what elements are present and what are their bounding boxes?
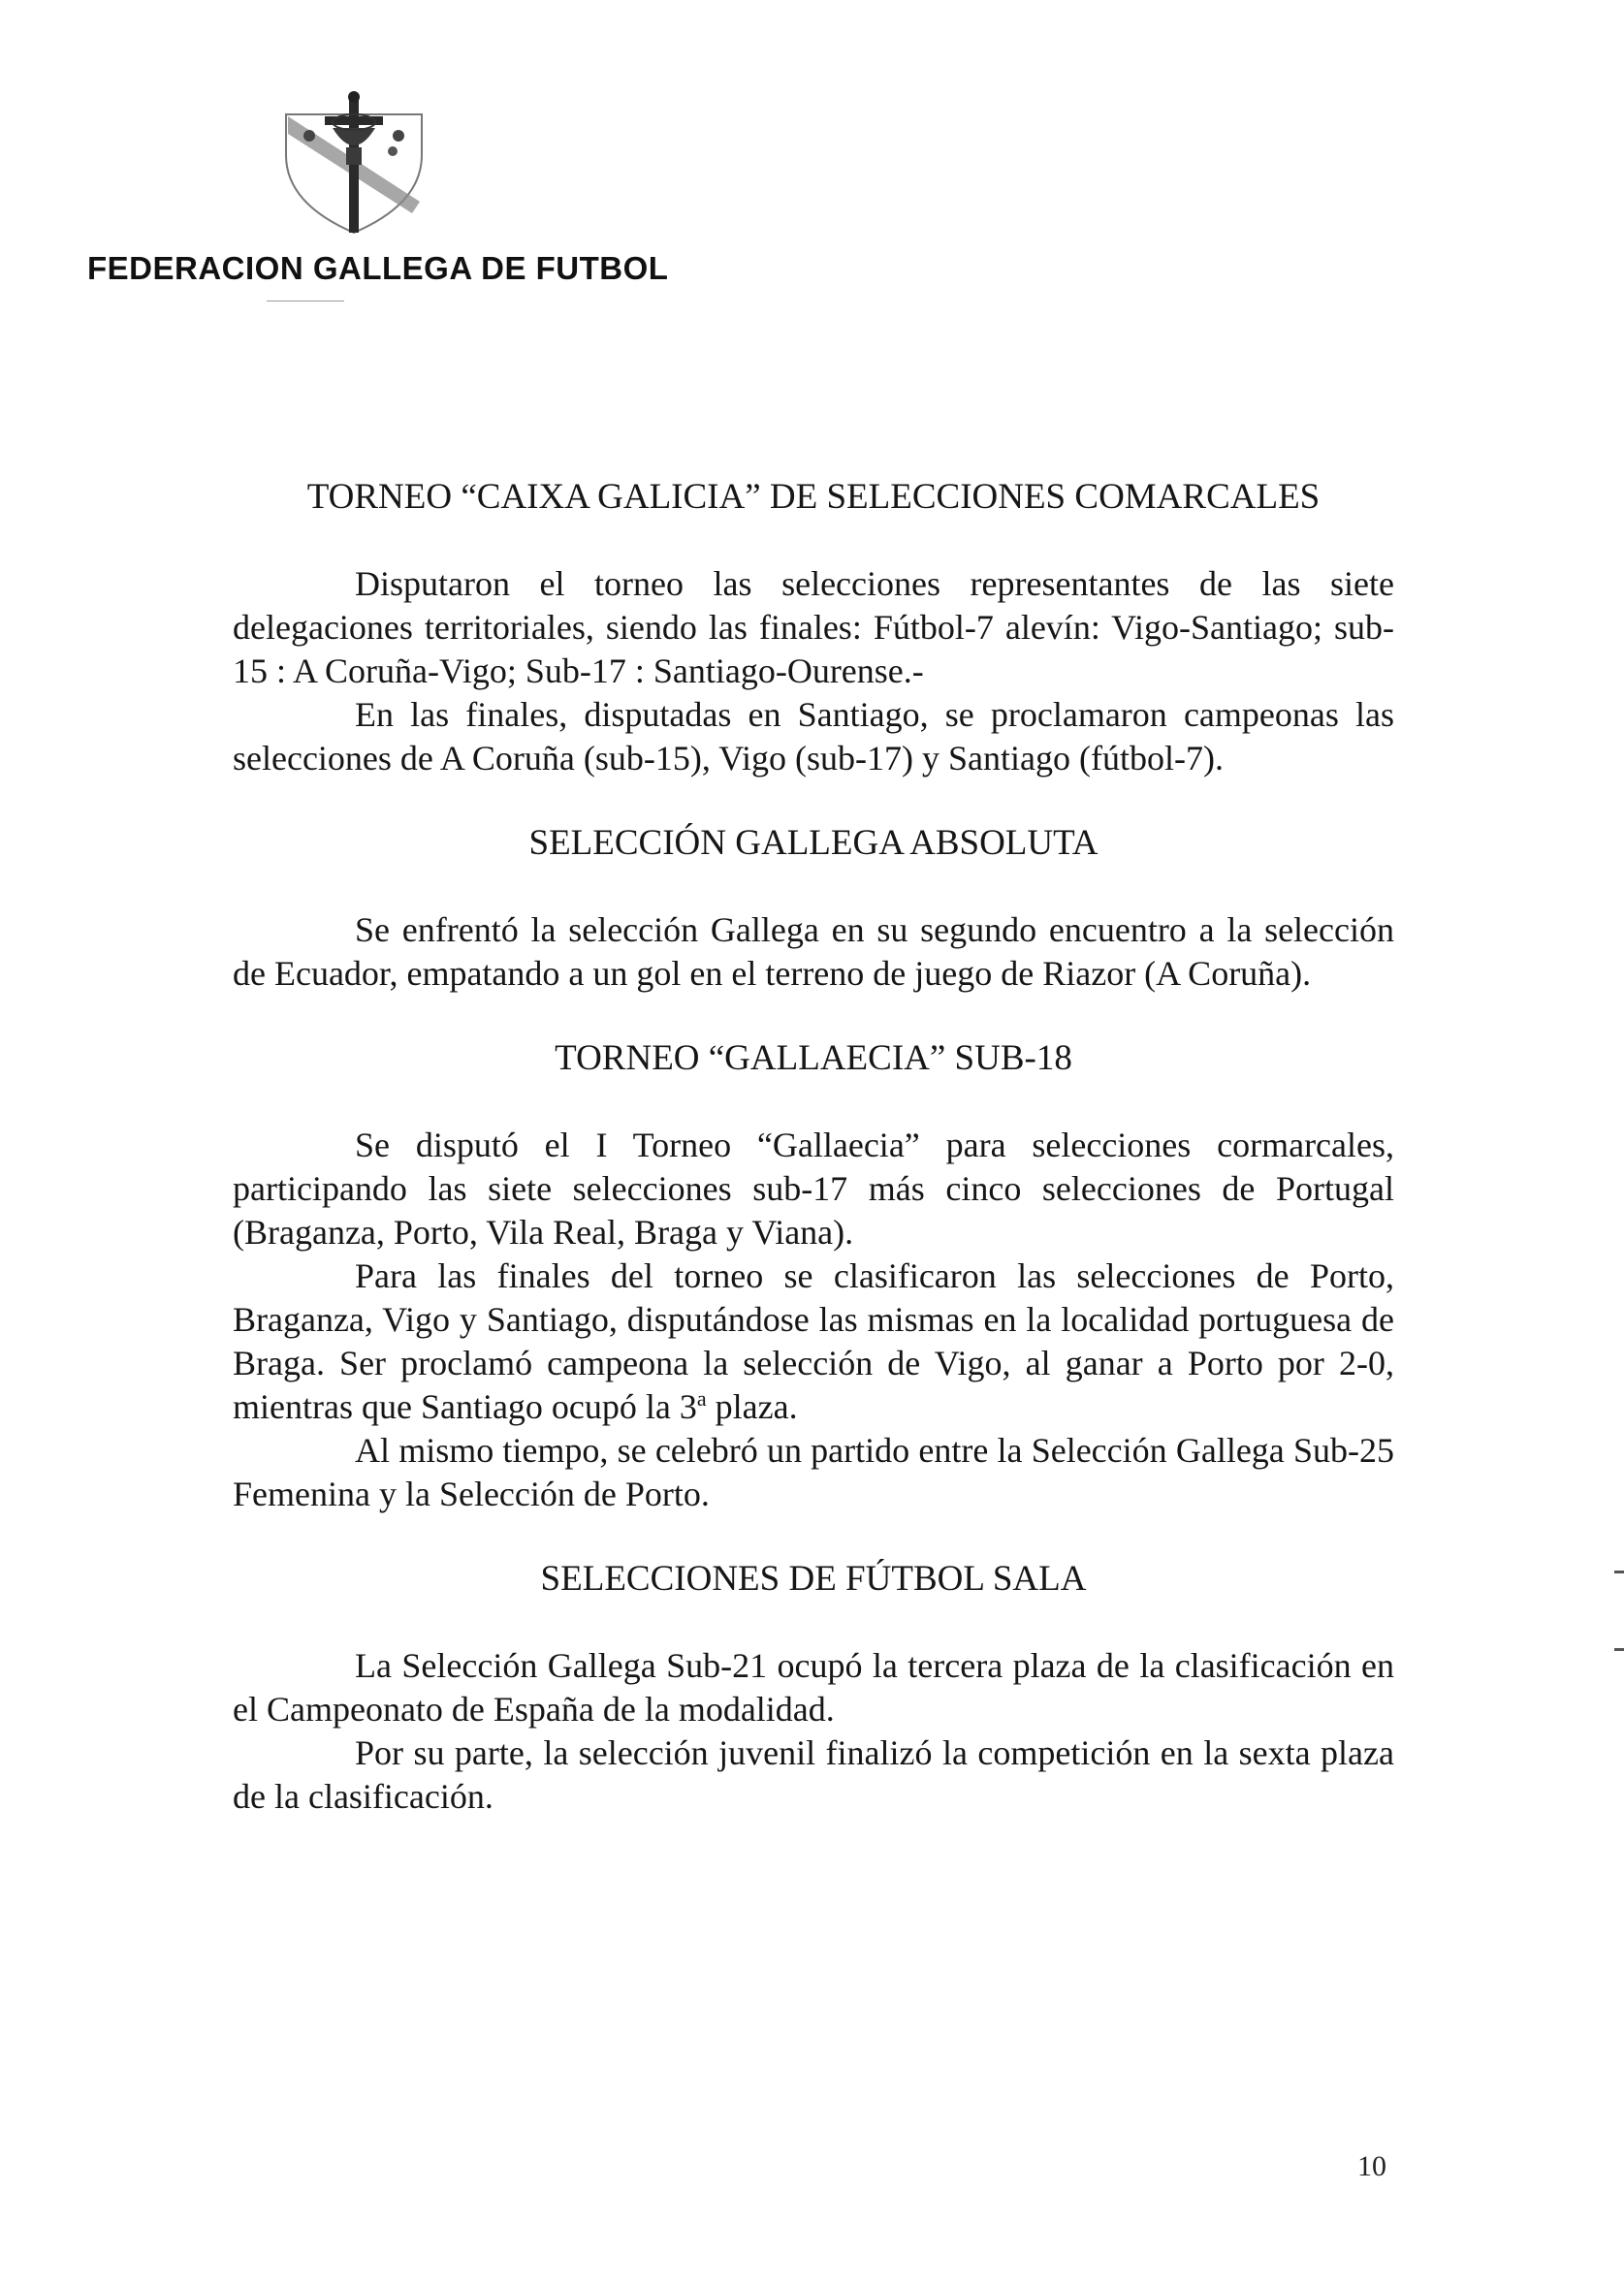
federation-crest-icon	[257, 87, 451, 242]
paragraph-text: Para las finales del torneo se clasificaron las selecciones de Porto, Braganza, Vigo y Santiago, disputándose las mismas en la localidad portuguesa de Braga. Ser proclamó campeona la selección de Vigo, al ganar a Porto por 2-0, mientras que Santiago ocupó la 3	[233, 1256, 1394, 1426]
paragraph: Se enfrentó la selección Gallega en su segundo encuentro a la selección de Ecuador, empatando a un gol en el terreno de juego de Riazor (A Coruña).	[233, 910, 1394, 993]
section-title: SELECCIONES DE FÚTBOL SALA	[540, 1559, 1087, 1599]
section-title: SELECCIÓN GALLEGA ABSOLUTA	[528, 823, 1099, 863]
scan-edge-mark	[1614, 1571, 1624, 1573]
page-number: 10	[1357, 2150, 1386, 2182]
paragraph: En las finales, disputadas en Santiago, se proclamaron campeonas las selecciones de A Coruña (sub-15), Vigo (sub-17) y Santiago (fútbol-7).	[233, 695, 1394, 778]
paragraph: Se disputó el I Torneo “Gallaecia” para selecciones cormarcales, participando las siete selecciones sub-17 más cinco selecciones de Portugal (Braganza, Porto, Vila Real, Braga y Viana).	[233, 1126, 1394, 1252]
paragraph: Al mismo tiempo, se celebró un partido entre la Selección Gallega Sub-25 Femenina y la Selección de Porto.	[233, 1431, 1394, 1513]
organization-name: FEDERACION GALLEGA DE FUTBOL	[87, 250, 669, 286]
divider	[267, 301, 344, 302]
ordinal-superscript: a	[696, 1386, 707, 1411]
paragraph: Por su parte, la selección juvenil finalizó la competición en la sexta plaza de la clasificación.	[233, 1733, 1394, 1816]
section-title: TORNEO “GALLAECIA” SUB-18	[555, 1038, 1072, 1078]
scan-edge-mark	[1614, 1648, 1624, 1651]
paragraph: Disputaron el torneo las selecciones representantes de las siete delegaciones territoriales, siendo las finales: Fútbol-7 alevín: Vigo-Santiago; sub-15 : A Coruña-Vigo; Sub-17 : Santiago-Ourense.-	[233, 564, 1394, 690]
document-body	[233, 475, 1394, 1819]
section-title: TORNEO “CAIXA GALICIA” DE SELECCIONES COMARCALES	[306, 477, 1321, 517]
paragraph-tail: plaza.	[706, 1387, 798, 1426]
paragraph	[233, 1254, 1394, 1429]
paragraph: La Selección Gallega Sub-21 ocupó la tercera plaza de la clasificación en el Campeonato de España de la modalidad.	[233, 1646, 1394, 1729]
